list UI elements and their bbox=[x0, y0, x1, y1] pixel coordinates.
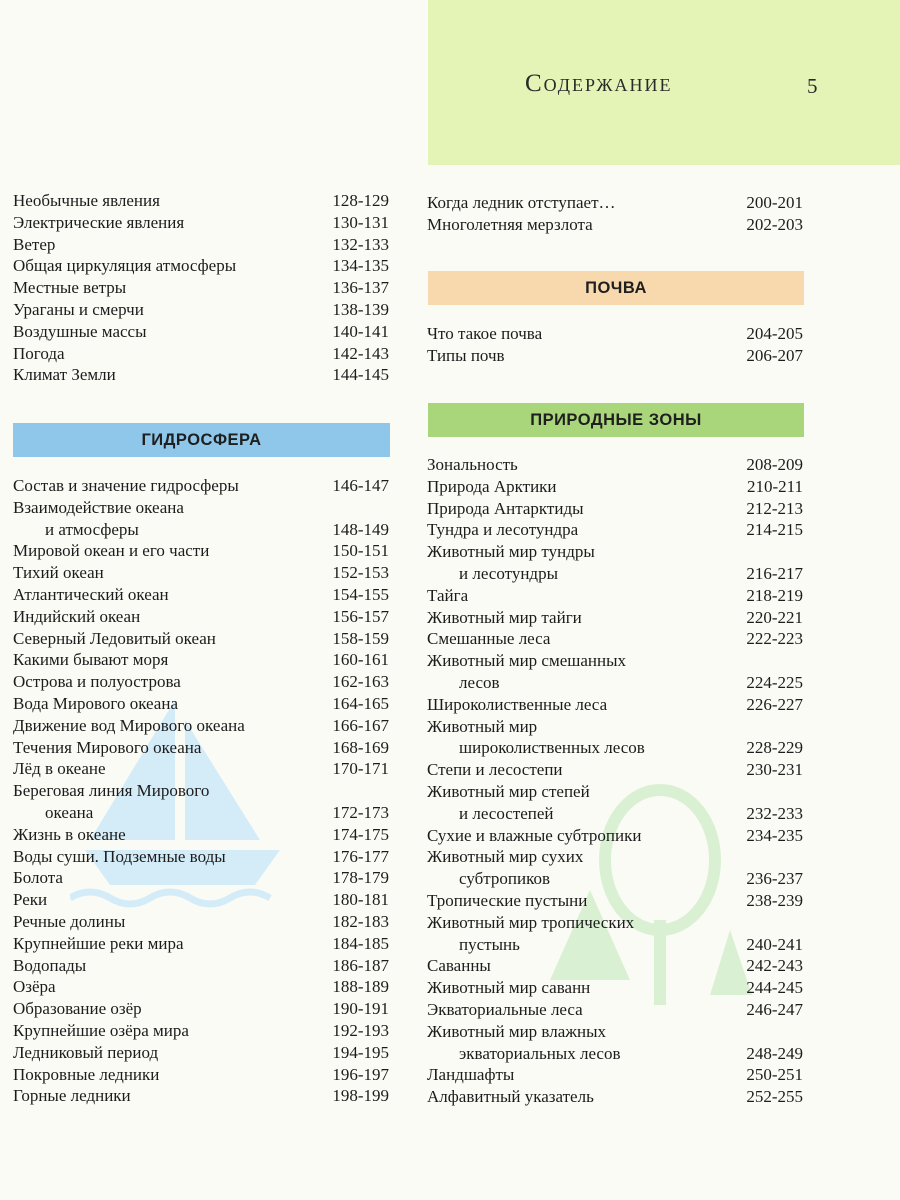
toc-entry-title-line: Животный мир bbox=[427, 716, 538, 736]
toc-entry-title-line: Озёра bbox=[13, 977, 56, 997]
toc-entry-pages: 128-129 bbox=[332, 191, 389, 210]
toc-entry-pages: 236-237 bbox=[746, 869, 803, 889]
toc-entry-title-line: Взаимодействие океана bbox=[13, 497, 184, 517]
toc-entry-pages: 228-229 bbox=[746, 738, 803, 758]
toc-entry-title bbox=[427, 345, 505, 367]
toc-entry bbox=[427, 650, 803, 694]
toc-entry-title bbox=[13, 976, 56, 998]
toc-entry-title bbox=[13, 911, 125, 933]
toc-entry-title bbox=[13, 212, 184, 234]
toc-entry-title-line: Необычные явления bbox=[13, 191, 160, 210]
toc-entry-title-line: Реки bbox=[13, 890, 48, 910]
toc-list-atmosphere bbox=[13, 190, 389, 386]
toc-entry bbox=[427, 323, 803, 345]
toc-entry-title bbox=[13, 998, 142, 1020]
toc-entry bbox=[13, 628, 389, 650]
toc-entry-pages: 154-155 bbox=[332, 584, 389, 604]
toc-entry-pages: 226-227 bbox=[746, 694, 803, 714]
toc-entry-title-line: Животный мир тропических bbox=[427, 912, 635, 932]
toc-entry bbox=[13, 364, 389, 386]
toc-entry-title-line: Болота bbox=[13, 868, 63, 888]
toc-entry-title-line: Климат Земли bbox=[13, 365, 116, 385]
toc-entry-pages: 246-247 bbox=[746, 999, 803, 1019]
toc-entry-title bbox=[427, 519, 578, 541]
toc-entry bbox=[13, 1020, 389, 1042]
toc-entry bbox=[13, 955, 389, 977]
toc-entry-title bbox=[13, 889, 47, 911]
toc-entry-title-line: Мировой океан и его части bbox=[13, 541, 210, 561]
toc-entry bbox=[427, 498, 803, 520]
page-number: 5 bbox=[807, 74, 818, 98]
toc-entry-title-line: Воды суши. Подземные воды bbox=[13, 846, 226, 866]
toc-entry bbox=[13, 255, 389, 277]
toc-list-cryosphere bbox=[427, 192, 803, 236]
toc-entry bbox=[13, 671, 389, 693]
toc-entry-title-line: Индийский океан bbox=[13, 606, 141, 626]
toc-entry-title bbox=[13, 1020, 189, 1042]
toc-entry-title bbox=[427, 999, 583, 1021]
toc-entry-pages: 158-159 bbox=[332, 628, 389, 648]
toc-entry-title bbox=[427, 890, 587, 912]
toc-entry-title bbox=[427, 781, 590, 825]
toc-entry bbox=[427, 541, 803, 585]
toc-entry-pages: 196-197 bbox=[332, 1064, 389, 1084]
toc-entry-pages: 204-205 bbox=[746, 324, 803, 343]
toc-entry bbox=[13, 497, 389, 541]
toc-entry-title bbox=[13, 628, 216, 650]
toc-entry-title bbox=[427, 846, 583, 890]
section-header-soil: ПОЧВА bbox=[428, 271, 804, 305]
toc-entry-pages: 222-223 bbox=[746, 629, 803, 649]
toc-entry-title-line: Береговая линия Мирового bbox=[13, 781, 210, 801]
toc-entry bbox=[427, 192, 803, 214]
toc-entry-pages: 214-215 bbox=[746, 520, 803, 540]
toc-entry-title-line: Течения Мирового океана bbox=[13, 737, 202, 757]
toc-entry-title-line: Экваториальные леса bbox=[427, 999, 583, 1019]
toc-entry-title-line: Зональность bbox=[427, 455, 518, 474]
toc-entry-pages: 206-207 bbox=[746, 345, 803, 365]
toc-entry-title bbox=[13, 933, 184, 955]
toc-entry bbox=[427, 519, 803, 541]
toc-entry-title bbox=[13, 867, 63, 889]
toc-entry-title bbox=[427, 912, 634, 956]
toc-entry-title-line: Крупнейшие озёра мира bbox=[13, 1020, 189, 1040]
toc-entry-title bbox=[427, 214, 593, 236]
toc-entry-title-line: пустынь bbox=[459, 934, 520, 954]
toc-entry-title bbox=[13, 780, 209, 824]
toc-entry-title-line: Образование озёр bbox=[13, 999, 142, 1019]
toc-entry-pages: 218-219 bbox=[746, 585, 803, 605]
toc-entry-title bbox=[427, 607, 582, 629]
toc-entry-pages: 152-153 bbox=[332, 563, 389, 583]
toc-entry bbox=[427, 890, 803, 912]
toc-entry-title-line: Степи и лесостепи bbox=[427, 760, 563, 780]
toc-entry bbox=[427, 694, 803, 716]
toc-entry-pages: 224-225 bbox=[746, 672, 803, 692]
toc-entry-pages: 156-157 bbox=[332, 606, 389, 626]
toc-entry-title-line: Жизнь в океане bbox=[13, 824, 126, 844]
toc-entry bbox=[427, 1086, 803, 1108]
toc-entry-title-line: Природа Арктики bbox=[427, 476, 557, 496]
toc-entry-title-line: Тайга bbox=[427, 585, 469, 605]
toc-entry-title-line: Тропические пустыни bbox=[427, 890, 588, 910]
toc-entry-title-line: Сухие и влажные субтропики bbox=[427, 825, 642, 845]
toc-entry-title-line: Общая циркуляция атмосферы bbox=[13, 256, 237, 276]
toc-entry-pages: 182-183 bbox=[332, 911, 389, 931]
toc-entry-title bbox=[13, 277, 126, 299]
toc-entry-title-line: Животный мир тундры bbox=[427, 542, 595, 562]
toc-entry-title bbox=[427, 192, 616, 214]
toc-entry-title-line: Смешанные леса bbox=[427, 629, 551, 649]
toc-entry-title-line: и лесостепей bbox=[459, 803, 554, 823]
toc-entry-title bbox=[13, 737, 201, 759]
toc-entry bbox=[13, 1064, 389, 1086]
toc-entry-pages: 190-191 bbox=[332, 999, 389, 1019]
toc-entry-title-line: Острова и полуострова bbox=[13, 672, 181, 692]
toc-entry-title-line: Водопады bbox=[13, 955, 87, 975]
toc-entry-pages: 176-177 bbox=[332, 846, 389, 866]
toc-entry-pages: 188-189 bbox=[332, 977, 389, 997]
toc-entry-pages: 160-161 bbox=[332, 650, 389, 670]
toc-entry-title-line: Саванны bbox=[427, 956, 491, 976]
toc-entry-title-line: Алфавитный указатель bbox=[427, 1087, 594, 1107]
toc-entry-title-line: Ветер bbox=[13, 234, 56, 254]
section-header-natural-zones: ПРИРОДНЫЕ ЗОНЫ bbox=[428, 403, 804, 437]
toc-entry-title bbox=[427, 955, 491, 977]
toc-entry-title bbox=[13, 364, 116, 386]
toc-entry-title bbox=[13, 955, 86, 977]
toc-entry bbox=[427, 912, 803, 956]
toc-entry bbox=[13, 976, 389, 998]
toc-entry-pages: 178-179 bbox=[332, 868, 389, 888]
toc-entry bbox=[427, 1064, 803, 1086]
toc-entry-title bbox=[427, 759, 563, 781]
toc-entry bbox=[427, 454, 803, 476]
toc-entry-pages: 184-185 bbox=[332, 933, 389, 953]
toc-entry-title-line: Животный мир влажных bbox=[427, 1021, 607, 1041]
toc-entry bbox=[427, 846, 803, 890]
toc-entry-title-line: экваториальных лесов bbox=[459, 1043, 621, 1063]
toc-entry-pages: 220-221 bbox=[746, 607, 803, 627]
toc-entry-title-line: Лёд в океане bbox=[13, 759, 106, 779]
toc-entry-pages: 212-213 bbox=[746, 498, 803, 518]
toc-entry-pages: 138-139 bbox=[332, 299, 389, 319]
toc-entry-title bbox=[427, 541, 595, 585]
toc-entry bbox=[13, 234, 389, 256]
toc-entry-title-line: Тихий океан bbox=[13, 563, 104, 583]
toc-entry-pages: 180-181 bbox=[332, 890, 389, 910]
toc-entry-title bbox=[13, 321, 147, 343]
toc-entry-title bbox=[13, 1064, 159, 1086]
toc-entry-title-line: Когда ледник отступает… bbox=[427, 193, 616, 212]
toc-entry-pages: 144-145 bbox=[332, 365, 389, 385]
toc-entry-pages: 230-231 bbox=[746, 760, 803, 780]
toc-entry-title bbox=[13, 846, 226, 868]
toc-entry-title-line: широколиственных лесов bbox=[459, 738, 645, 758]
toc-entry bbox=[13, 540, 389, 562]
toc-entry bbox=[427, 781, 803, 825]
toc-entry-pages: 162-163 bbox=[332, 672, 389, 692]
toc-entry bbox=[427, 825, 803, 847]
toc-entry-pages: 202-203 bbox=[746, 214, 803, 234]
toc-entry-pages: 200-201 bbox=[746, 193, 803, 212]
toc-entry bbox=[13, 277, 389, 299]
toc-entry-title-line: Широколиственные леса bbox=[427, 694, 608, 714]
toc-entry-title-line: Воздушные массы bbox=[13, 321, 147, 341]
toc-entry bbox=[13, 780, 389, 824]
toc-entry-title-line: и атмосферы bbox=[45, 519, 139, 539]
toc-entry-pages: 150-151 bbox=[332, 541, 389, 561]
toc-entry-title bbox=[427, 323, 542, 345]
toc-entry-title-line: субтропиков bbox=[459, 869, 551, 889]
toc-entry-pages: 148-149 bbox=[332, 519, 389, 539]
toc-entry-title bbox=[427, 1064, 514, 1086]
toc-entry-pages: 210-211 bbox=[746, 476, 803, 496]
toc-list-natural-zones bbox=[427, 454, 803, 1108]
toc-entry bbox=[427, 345, 803, 367]
toc-entry bbox=[13, 693, 389, 715]
toc-entry-title-line: Электрические явления bbox=[13, 212, 185, 232]
toc-entry-title bbox=[427, 650, 626, 694]
toc-entry bbox=[13, 933, 389, 955]
toc-entry-title bbox=[427, 476, 557, 498]
toc-entry-title bbox=[13, 671, 181, 693]
toc-entry-title-line: Движение вод Мирового океана bbox=[13, 715, 245, 735]
toc-entry bbox=[13, 649, 389, 671]
toc-entry bbox=[13, 758, 389, 780]
toc-entry-title bbox=[13, 606, 140, 628]
toc-entry-title-line: лесов bbox=[459, 672, 500, 692]
toc-entry-pages: 172-173 bbox=[332, 802, 389, 822]
toc-entry-title-line: Ледниковый период bbox=[13, 1042, 159, 1062]
toc-entry bbox=[13, 1042, 389, 1064]
toc-entry-title bbox=[13, 693, 178, 715]
toc-entry-pages: 166-167 bbox=[332, 715, 389, 735]
toc-entry-pages: 194-195 bbox=[332, 1042, 389, 1062]
toc-entry-title-line: и лесотундры bbox=[459, 563, 558, 583]
toc-entry bbox=[427, 999, 803, 1021]
toc-entry-title-line: Крупнейшие реки мира bbox=[13, 933, 184, 953]
toc-entry-pages: 234-235 bbox=[746, 825, 803, 845]
toc-entry bbox=[13, 212, 389, 234]
toc-entry bbox=[427, 214, 803, 236]
toc-entry-pages: 208-209 bbox=[746, 455, 803, 474]
toc-entry-title bbox=[13, 299, 144, 321]
toc-entry-title bbox=[13, 758, 106, 780]
toc-entry bbox=[13, 998, 389, 1020]
toc-entry-pages: 134-135 bbox=[332, 256, 389, 276]
toc-entry-title-line: Многолетняя мерзлота bbox=[427, 214, 593, 234]
toc-entry bbox=[13, 343, 389, 365]
toc-entry-title bbox=[13, 649, 168, 671]
toc-entry-title-line: Вода Мирового океана bbox=[13, 693, 178, 713]
toc-entry-title-line: Животный мир тайги bbox=[427, 607, 582, 627]
toc-entry-pages: 130-131 bbox=[332, 212, 389, 232]
toc-entry bbox=[13, 737, 389, 759]
toc-entry-pages: 174-175 bbox=[332, 824, 389, 844]
toc-entry-title bbox=[13, 562, 104, 584]
toc-entry-title bbox=[427, 977, 590, 999]
toc-entry-pages: 170-171 bbox=[332, 759, 389, 779]
toc-entry bbox=[13, 606, 389, 628]
toc-entry bbox=[427, 607, 803, 629]
toc-list-soil bbox=[427, 323, 803, 367]
toc-entry-title bbox=[427, 825, 641, 847]
toc-entry bbox=[13, 1085, 389, 1107]
toc-entry-title-line: Животный мир сухих bbox=[427, 847, 584, 867]
toc-entry-title bbox=[13, 475, 239, 497]
toc-entry-title-line: Северный Ледовитый океан bbox=[13, 628, 216, 648]
toc-list-hydrosphere bbox=[13, 475, 389, 1107]
toc-entry-title-line: Какими бывают моря bbox=[13, 650, 169, 670]
toc-entry-title bbox=[427, 498, 584, 520]
toc-entry-title bbox=[427, 1086, 594, 1108]
toc-entry-pages: 240-241 bbox=[746, 934, 803, 954]
toc-entry-title-line: Животный мир степей bbox=[427, 781, 590, 801]
toc-entry-title-line: Горные ледники bbox=[13, 1086, 131, 1106]
toc-entry bbox=[427, 585, 803, 607]
toc-entry-title-line: Типы почв bbox=[427, 345, 505, 365]
toc-entry bbox=[13, 190, 389, 212]
toc-entry-title bbox=[427, 585, 468, 607]
toc-entry bbox=[13, 584, 389, 606]
toc-entry-pages: 198-199 bbox=[332, 1086, 389, 1106]
toc-entry-pages: 238-239 bbox=[746, 890, 803, 910]
toc-entry-title-line: Покровные ледники bbox=[13, 1064, 160, 1084]
toc-entry-pages: 168-169 bbox=[332, 737, 389, 757]
toc-entry-title bbox=[427, 694, 607, 716]
toc-entry-title bbox=[427, 716, 645, 760]
toc-entry-title-line: Атлантический океан bbox=[13, 584, 169, 604]
toc-entry bbox=[427, 759, 803, 781]
toc-entry-title-line: Погода bbox=[13, 343, 65, 363]
toc-entry-title-line: Местные ветры bbox=[13, 278, 127, 298]
toc-entry-title-line: Ландшафты bbox=[427, 1065, 515, 1085]
toc-entry-pages: 192-193 bbox=[332, 1020, 389, 1040]
toc-entry-title bbox=[427, 1021, 621, 1065]
toc-entry-title bbox=[13, 540, 209, 562]
toc-entry-pages: 242-243 bbox=[746, 956, 803, 976]
toc-entry-pages: 250-251 bbox=[746, 1065, 803, 1085]
toc-entry-title bbox=[13, 715, 245, 737]
toc-entry-title bbox=[13, 343, 65, 365]
toc-entry-pages: 140-141 bbox=[332, 321, 389, 341]
toc-entry bbox=[13, 321, 389, 343]
toc-entry bbox=[427, 955, 803, 977]
toc-entry bbox=[427, 977, 803, 999]
toc-entry-title bbox=[13, 255, 236, 277]
toc-entry-title bbox=[427, 454, 518, 476]
toc-entry-pages: 232-233 bbox=[746, 803, 803, 823]
toc-entry bbox=[13, 824, 389, 846]
toc-entry-title bbox=[13, 1085, 131, 1107]
toc-entry-title-line: Что такое почва bbox=[427, 324, 543, 343]
toc-entry-pages: 132-133 bbox=[332, 234, 389, 254]
toc-entry bbox=[427, 476, 803, 498]
toc-entry bbox=[13, 846, 389, 868]
toc-entry-pages: 216-217 bbox=[746, 563, 803, 583]
toc-entry bbox=[13, 299, 389, 321]
toc-entry-title bbox=[13, 824, 126, 846]
toc-entry-title-line: Состав и значение гидросферы bbox=[13, 476, 239, 495]
toc-entry-pages: 142-143 bbox=[332, 343, 389, 363]
toc-entry-title-line: Животный мир смешанных bbox=[427, 651, 627, 671]
toc-entry bbox=[427, 628, 803, 650]
toc-entry-title-line: Природа Антарктиды bbox=[427, 498, 584, 518]
toc-entry-pages: 244-245 bbox=[746, 978, 803, 998]
toc-entry-title-line: Ураганы и смерчи bbox=[13, 299, 144, 319]
toc-entry-title bbox=[13, 234, 55, 256]
toc-entry-pages: 164-165 bbox=[332, 693, 389, 713]
toc-entry-pages: 136-137 bbox=[332, 278, 389, 298]
toc-entry-pages: 248-249 bbox=[746, 1043, 803, 1063]
toc-entry-title bbox=[13, 1042, 158, 1064]
toc-entry-pages: 186-187 bbox=[332, 955, 389, 975]
toc-entry-pages: 252-255 bbox=[746, 1087, 803, 1107]
toc-entry-title-line: океана bbox=[45, 802, 94, 822]
toc-entry-title bbox=[13, 190, 160, 212]
toc-entry bbox=[13, 715, 389, 737]
toc-entry bbox=[13, 911, 389, 933]
toc-entry bbox=[427, 716, 803, 760]
toc-entry-pages: 146-147 bbox=[332, 476, 389, 495]
toc-entry-title bbox=[13, 497, 184, 541]
toc-entry-title-line: Животный мир саванн bbox=[427, 978, 591, 998]
section-header-hydrosphere: ГИДРОСФЕРА bbox=[13, 423, 390, 457]
toc-entry bbox=[13, 889, 389, 911]
toc-entry-title bbox=[13, 584, 169, 606]
toc-entry-title-line: Речные долины bbox=[13, 911, 126, 931]
toc-entry bbox=[13, 562, 389, 584]
toc-entry-title-line: Тундра и лесотундра bbox=[427, 520, 579, 540]
toc-entry bbox=[427, 1021, 803, 1065]
toc-entry bbox=[13, 867, 389, 889]
toc-entry bbox=[13, 475, 389, 497]
page-title: Содержание bbox=[525, 70, 673, 97]
toc-entry-title bbox=[427, 628, 550, 650]
